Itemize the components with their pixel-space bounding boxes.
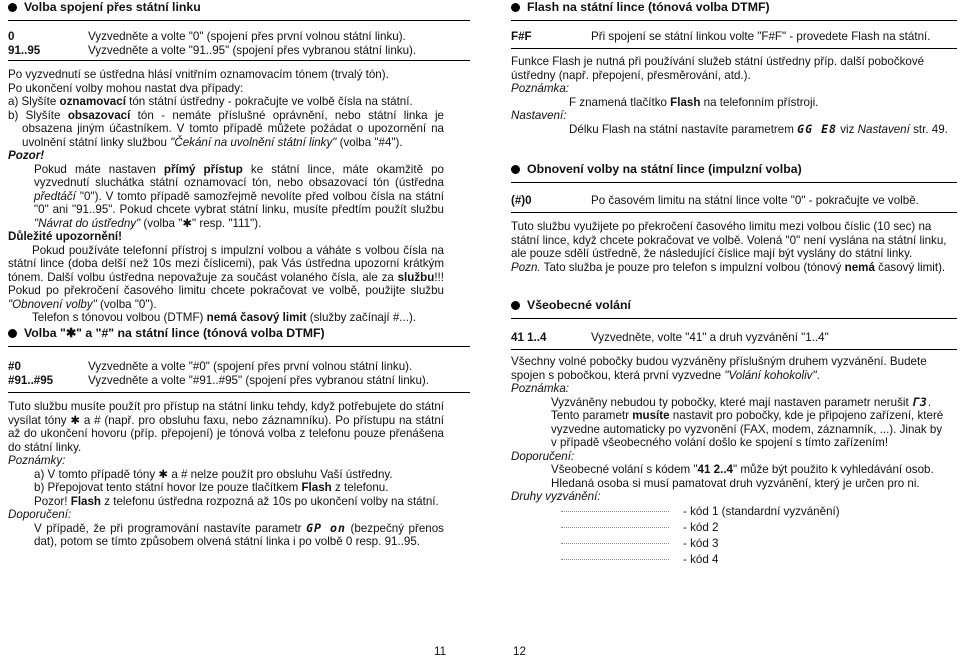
note-label: Poznámka:	[511, 382, 569, 395]
left-page	[8, 0, 470, 658]
code-row: (#)0 Po časovém limitu na státní lince volte "0" - pokračujte ve volbě.	[511, 194, 919, 207]
ring-pattern	[561, 527, 669, 528]
page-number: 12	[513, 645, 526, 658]
list-item: a) Slyšíte oznamovací tón státní ústředny - pokračujte ve volbě čísla na státní.	[8, 95, 413, 108]
code-row: 41 1..4 Vyzvedněte, volte "41" a druh vyzvánění "1..4"	[511, 331, 829, 344]
code-row: #91..#95 Vyzvedněte a volte "#91..#95" (spojení přes vybranou státní linku).	[8, 374, 429, 387]
list-item: b) Přepojovat tento státní hovor lze pouze tlačítkem Flash z telefonu.	[34, 481, 389, 494]
section-body	[511, 55, 951, 136]
divider	[8, 346, 470, 347]
section-body	[8, 68, 444, 325]
paragraph: Pokud používáte telefonní přístroj s impulzní volbou a váháte s volbou čísla na státní lince (doba delší než 10s mezi číslicemi), pak Vás ústředna upozorní krátkým tónem. Další volbu ústředna nepovažuje za součást volaného čísla, ale za službu!!! Pokud po překročení časového limitu chcete pokračovat ve volbě, použijte službu "Obnovení volby" (volba "0").	[8, 243, 444, 311]
section-heading-dtmf: Volba "✱" a "#" na státní lince (tónová volba DTMF)	[8, 326, 325, 340]
settings-label: Nastavení:	[511, 109, 567, 122]
section-heading-state-line: Volba spojení přes státní linku	[8, 0, 201, 14]
paragraph: Všechny volné pobočky budou vyzváněny příslušným druhem vyzvánění. Budete spojen s pobočkou, která první vyzvedne "Volání kohokoliv".	[511, 355, 927, 382]
bullet-icon	[511, 301, 520, 310]
paragraph: Pozor! Flash z telefonu ústředna rozpozná až 10s po ukončení volby na státní.	[34, 494, 439, 508]
paragraph: F znamená tlačítko Flash na telefonním přístroji.	[569, 95, 819, 109]
list-item: a) V tomto případě tóny ✱ a # nelze použít pro obsluhu Vaší ústředny.	[34, 467, 393, 481]
warning-label: Pozor!	[8, 149, 45, 162]
section-heading-general-call: Všeobecné volání	[511, 298, 631, 312]
divider	[8, 392, 470, 393]
divider	[511, 318, 957, 319]
divider	[8, 20, 470, 21]
ring-pattern	[561, 559, 669, 560]
bullet-icon	[511, 165, 520, 174]
right-page	[511, 0, 957, 658]
paragraph: Všeobecné volání s kódem "41 2..4" může být použito k vyhledávání osob. Hledaná osoba si musí pamatovat druh vyzvánění, který je určen pro ni.	[551, 463, 934, 490]
paragraph: Délku Flash na státní nastavíte parametrem GG E8 viz Nastavení str. 49.	[569, 121, 948, 136]
ring-type-row: - kód 3	[511, 536, 951, 552]
divider	[511, 212, 957, 213]
ring-type-row: - kód 2	[511, 520, 951, 536]
paragraph: V případě, že při programování nastavíte parametr GP on (bezpečný přenos dat), potom se tímto způsobem olvená státní linka i po volbě 0 resp. 91..95.	[34, 520, 444, 548]
paragraph: Telefon s tónovou volbou (DTMF) nemá časový limit (služby začínají #...).	[32, 311, 417, 324]
section-heading-flash: Flash na státní lince (tónová volba DTMF)	[511, 0, 770, 14]
ring-pattern	[561, 511, 669, 512]
paragraph: Pozn. Tato služba je pouze pro telefon s impulzní volbou (tónový nemá časový limit).	[511, 260, 946, 274]
bullet-icon	[8, 3, 17, 12]
divider	[511, 48, 957, 49]
paragraph: Funkce Flash je nutná při používání služeb státní ústředny příp. další pobočkové ústředny (např. přepojení, přesměrování, atd.).	[511, 55, 925, 82]
paragraph: Tuto službu využijete po překročení časového limitu mezi volbou číslic (10 sec) na státní lince, když chcete pokračovat ve volbě. Volená "0" není vyslána na státní linku, ale pouze sdělí ústředně, že následující číslice mají být vyslány do státní linky.	[511, 220, 947, 260]
notes-label: Poznámky:	[8, 454, 66, 467]
divider	[8, 60, 470, 61]
display-code: GP on	[306, 520, 346, 535]
note-label: Poznámka:	[511, 82, 569, 95]
paragraph: Pokud máte nastaven přímý přístup ke státní lince, máte okamžitě po vyzvednutí sluchátka státní oznamovací tón, nebo obsazovací tón (ústředna předtáčí "0"). V tomto případě samozřejmě nevolíte před volbou čísla na státní "0" ani "91..95". Pokud chcete vybrat státní linku, musíte předtím použít službu "Návrat do ústředny" (volba "✱" resp. "111").	[34, 162, 444, 230]
paragraph: Vyzváněny nebudou ty pobočky, které mají nastaven parametr nerušit Г3. Tento parametr musíte nastavit pro pobočky, kde je připojeno zařízení, které vyzvedne automaticky po vyzvonění (FAX, modem, záznamník, ...). Jinak by v případě všeobecného volání došlo ke spojení s tímto zařízením!	[551, 394, 944, 449]
important-label: Důležité upozornění!	[8, 230, 123, 243]
recommendation-label: Doporučení:	[511, 449, 575, 463]
code-row: #0 Vyzvedněte a volte "#0" (spojení přes první volnou státní linku).	[8, 360, 413, 373]
ring-type-row: - kód 4	[511, 552, 951, 568]
section-body	[8, 400, 444, 549]
ring-types-label: Druhy vyzvánění:	[511, 490, 601, 503]
paragraph: Tuto službu musíte použít pro přístup na státní linku tehdy, když potřebujete do státní vysílat tóny ✱ a # (např. pro obsluhu faxu, nebo záznamníku). Po přístupu na státní až do ukončení hovoru (příp. přepojení) je tónová volba z telefonu pouze přenášena do státní linky.	[8, 400, 444, 454]
divider	[511, 20, 957, 21]
section-body	[511, 355, 951, 568]
list-item: b) Slyšíte obsazovací tón - nemáte příslušné oprávnění, nebo státní linka je obsazena jiným účastníkem. V tomto případě můžete požádat o upozornění na uvolnění státní linky službou "Čekání na uvolnění státní linky" (volba "#4").	[8, 108, 445, 149]
ring-pattern	[561, 543, 669, 544]
page-number: 11	[434, 645, 447, 658]
code-row: 0 Vyzvedněte a volte "0" (spojení přes první volnou státní linku).	[8, 30, 406, 43]
recommendation-label: Doporučení:	[8, 508, 72, 521]
section-body	[511, 220, 951, 274]
divider	[511, 182, 957, 183]
paragraph: Po vyzvednutí se ústředna hlásí vnitřním oznamovacím tónem (trvalý tón).	[8, 68, 389, 81]
code-row: 91..95 Vyzvedněte a volte "91..95" (spojení přes vybranou státní linku).	[8, 44, 417, 57]
paragraph: Po ukončení volby mohou nastat dva případy:	[8, 81, 244, 95]
section-heading-redial: Obnovení volby na státní lince (impulzní volba)	[511, 162, 802, 176]
divider	[511, 349, 957, 350]
display-code: GG E8	[797, 121, 838, 136]
bullet-icon	[511, 3, 520, 12]
ring-type-row: - kód 1 (standardní vyzvánění)	[511, 504, 951, 520]
code-row: F#F Při spojení se státní linkou volte "F#F" - provedete Flash na státní.	[511, 30, 931, 43]
display-code: Г3	[911, 394, 928, 409]
bullet-icon	[8, 329, 17, 338]
